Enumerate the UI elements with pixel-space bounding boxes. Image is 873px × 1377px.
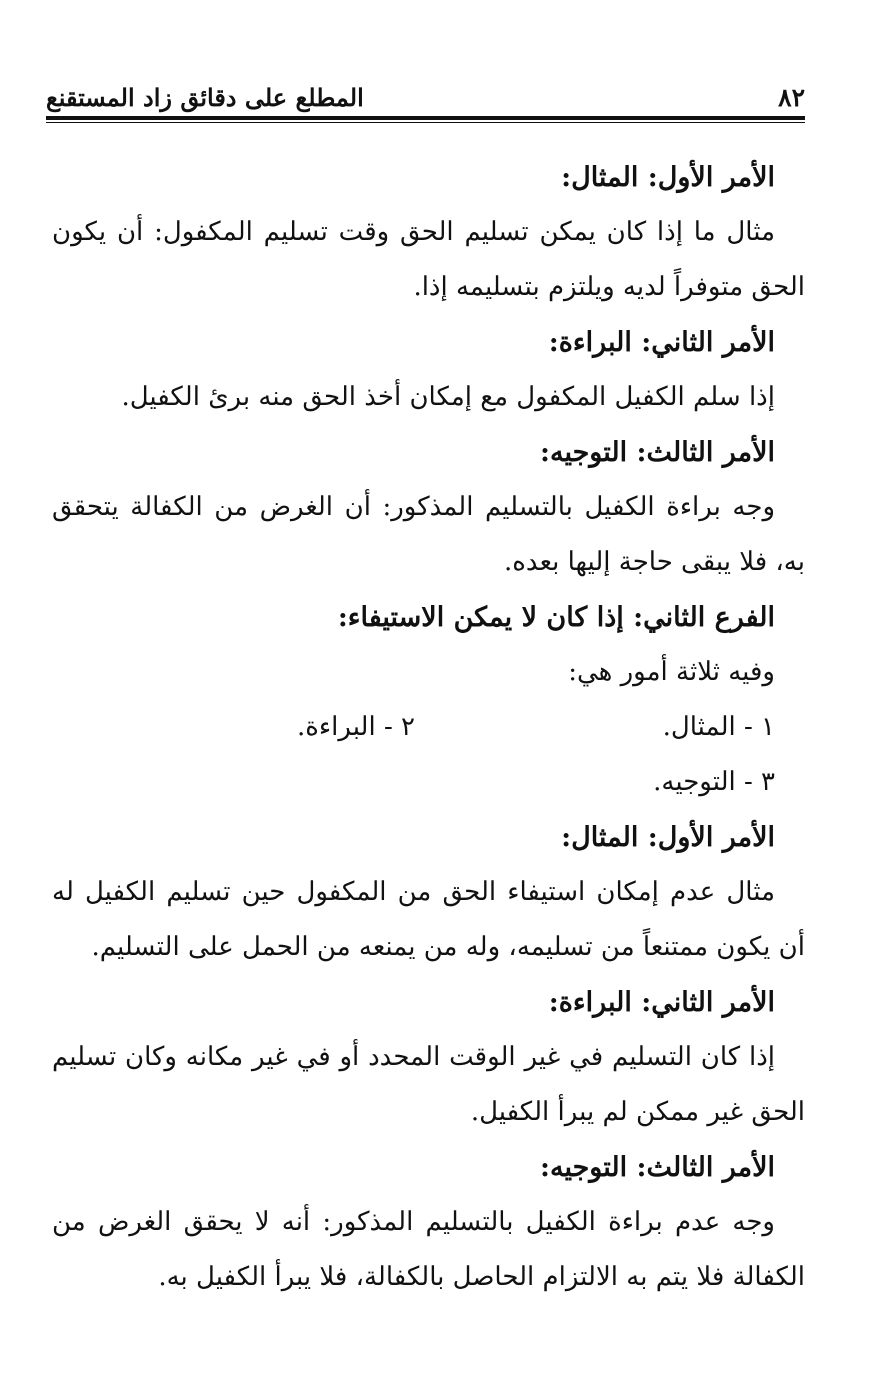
heading-third-matter-justification-2: الأمر الثالث: التوجيه: <box>540 1152 775 1183</box>
header-rule-thin <box>46 122 805 123</box>
list-row-1 <box>52 700 805 755</box>
heading-second-matter-acquittal-2: الأمر الثاني: البراءة: <box>548 987 775 1018</box>
heading-second-matter-acquittal: الأمر الثاني: البراءة: <box>548 327 775 358</box>
heading-first-matter-example: الأمر الأول: المثال: <box>561 162 775 193</box>
list-item-acquittal: ٢ - البراءة. <box>297 712 415 742</box>
heading-first-matter-example-2: الأمر الأول: المثال: <box>561 822 775 853</box>
paragraph-three-matters: وفيه ثلاثة أمور هي: <box>568 657 775 687</box>
page-body <box>52 150 805 1305</box>
page-number: ٨٢ <box>778 83 805 112</box>
paragraph-justification: وجه براءة الكفيل بالتسليم المذكور: أن الغرض من الكفالة يتحقق به، فلا يبقى حاجة إليها بعده. <box>52 492 805 577</box>
paragraph-example: مثال ما إذا كان يمكن تسليم الحق وقت تسليم المكفول: أن يكون الحق متوفراً لديه ويلتزم بتسليمه إذا. <box>52 217 805 302</box>
book-title: المطلع على دقائق زاد المستقنع <box>46 83 364 112</box>
paragraph-example-2: مثال عدم إمكان استيفاء الحق من المكفول حين تسليم الكفيل له أن يكون ممتنعاً من تسليمه، وله من يمنعه من الحمل على التسليم. <box>52 877 805 962</box>
heading-third-matter-justification: الأمر الثالث: التوجيه: <box>540 437 775 468</box>
paragraph-acquittal: إذا سلم الكفيل المكفول مع إمكان أخذ الحق منه برئ الكفيل. <box>121 382 775 412</box>
list-row-2 <box>52 755 805 810</box>
paragraph-acquittal-2: إذا كان التسليم في غير الوقت المحدد أو في غير مكانه وكان تسليم الحق غير ممكن لم يبرأ الكفيل. <box>52 1042 805 1127</box>
header-rule-thick <box>46 116 805 120</box>
list-item-example: ١ - المثال. <box>662 712 775 742</box>
list-item-justification: ٣ - التوجيه. <box>653 767 775 797</box>
paragraph-justification-2: وجه عدم براءة الكفيل بالتسليم المذكور: أنه لا يحقق الغرض من الكفالة فلا يتم به الالتزام الحاصل بالكفالة، فلا يبرأ الكفيل به. <box>52 1207 805 1292</box>
heading-second-branch: الفرع الثاني: إذا كان لا يمكن الاستيفاء: <box>337 602 775 633</box>
page-header <box>46 80 805 124</box>
